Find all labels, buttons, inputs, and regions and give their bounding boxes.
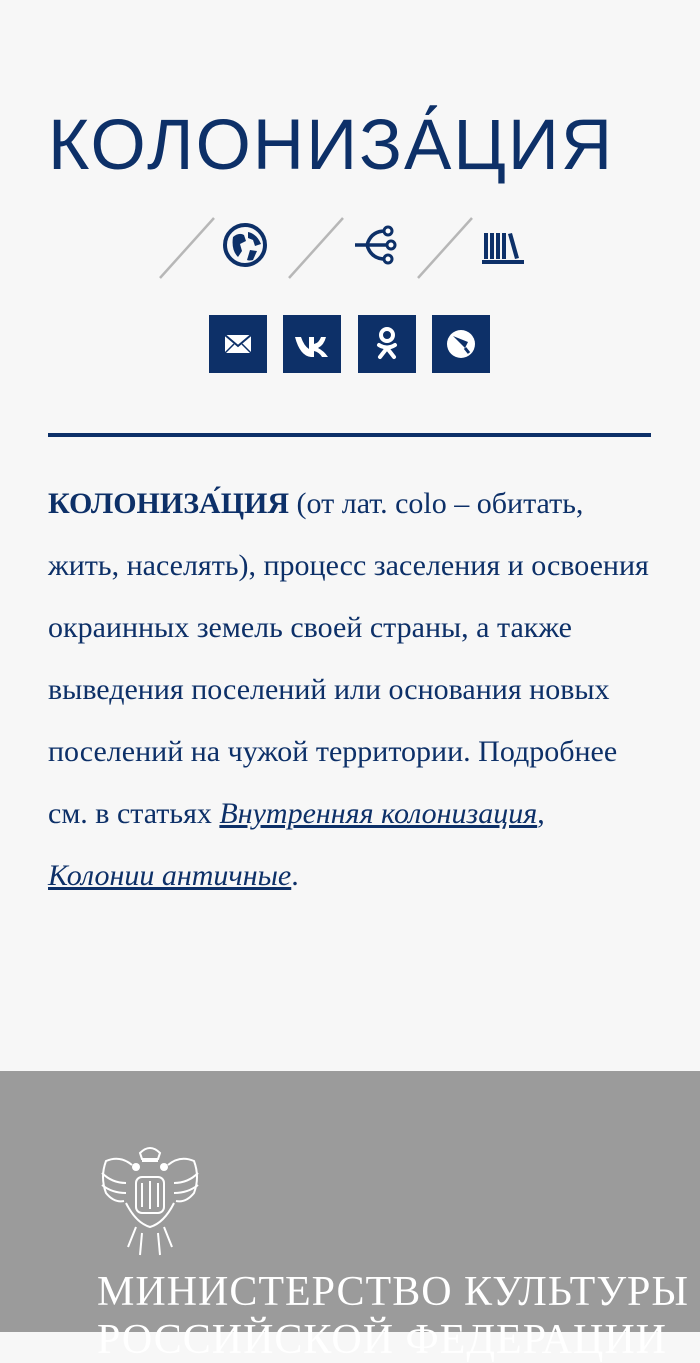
toolbar-item-globe[interactable]	[158, 214, 278, 280]
link-ancient-colonies[interactable]: Колонии античные	[48, 859, 292, 892]
page-title: КОЛОНИЗА́ЦИЯ	[48, 106, 615, 185]
books-icon[interactable]	[478, 220, 528, 270]
share-vk-button[interactable]	[283, 315, 341, 373]
vk-icon	[283, 315, 341, 373]
globe-icon[interactable]	[220, 220, 270, 270]
title-divider	[48, 433, 651, 437]
article-end: .	[291, 859, 299, 892]
ok-icon	[358, 315, 416, 373]
slash-divider	[416, 214, 476, 280]
share-livejournal-button[interactable]	[432, 315, 490, 373]
mail-icon	[209, 315, 267, 373]
livejournal-icon	[432, 315, 490, 373]
toolbar-item-books[interactable]	[416, 214, 536, 280]
ministry-name-line1: МИНИСТЕРСТВО КУЛЬТУРЫ	[97, 1269, 690, 1315]
slash-divider	[158, 214, 218, 280]
link-internal-colonization[interactable]: Внутренняя колонизация	[219, 797, 538, 830]
share-tree-icon[interactable]	[349, 220, 399, 270]
article-headword: КОЛОНИЗА́ЦИЯ	[48, 487, 290, 520]
link-separator: ,	[537, 797, 545, 830]
share-mail-button[interactable]	[209, 315, 267, 373]
footer	[0, 1071, 700, 1363]
ministry-name-line2: РОССИЙСКОЙ ФЕДЕРАЦИИ	[97, 1317, 667, 1363]
slash-divider	[287, 214, 347, 280]
toolbar-item-tree[interactable]	[287, 214, 407, 280]
article-body	[48, 473, 651, 907]
article-text: (от лат. colo – обитать, жить, населять), процесс заселения и освоения окраинных земель своей страны, а также выведения поселений или основания новых поселений на чужой территории. Подробнее см. в статьях	[48, 487, 649, 830]
share-ok-button[interactable]	[358, 315, 416, 373]
coat-of-arms-emblem	[96, 1143, 204, 1261]
